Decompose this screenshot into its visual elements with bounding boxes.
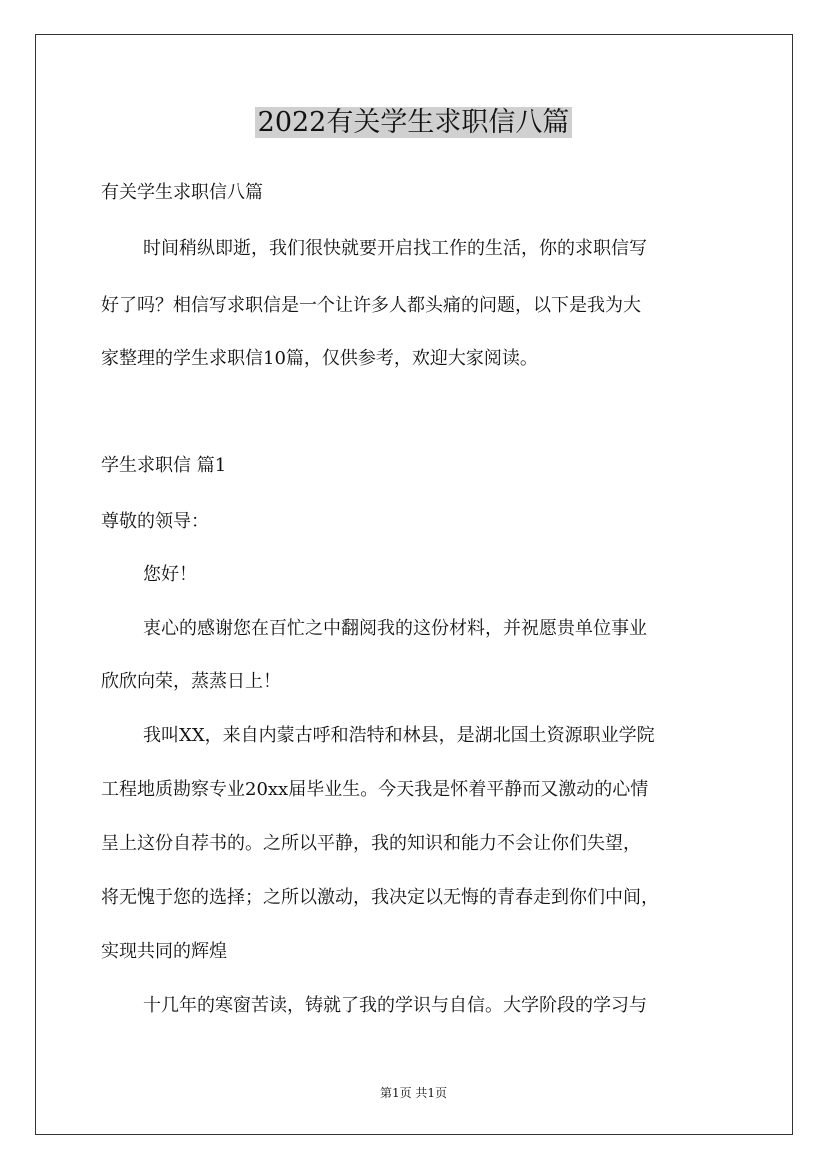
body-line: 十几年的寒窗苦读，铸就了我的学识与自信。大学阶段的学习与 xyxy=(143,995,647,1016)
document-title: 2022有关学生求职信八篇 xyxy=(255,107,573,138)
body-line: 我叫XX，来自内蒙古呼和浩特和林县，是湖北国土资源职业学院 xyxy=(143,725,655,746)
body-line: 实现共同的辉煌 xyxy=(101,941,227,962)
page-number: 第1页 共1页 xyxy=(379,1086,448,1100)
document-subtitle: 有关学生求职信八篇 xyxy=(101,182,263,203)
intro-line: 好了吗？相信写求职信是一个让许多人都头痛的问题，以下是我为大 xyxy=(101,295,641,316)
body-line: 欣欣向荣，蒸蒸日上！ xyxy=(101,671,281,692)
section-heading: 学生求职信 篇1 xyxy=(101,455,227,476)
document-title-block xyxy=(0,104,827,142)
body-line: 衷心的感谢您在百忙之中翻阅我的这份材料，并祝愿贵单位事业 xyxy=(143,618,647,639)
body-line: 呈上这份自荐书的。之所以平静，我的知识和能力不会让你们失望， xyxy=(101,833,641,854)
greeting: 您好！ xyxy=(143,564,197,585)
body-line: 工程地质勘察专业20xx届毕业生。今天我是怀着平静而又激动的心情 xyxy=(101,779,649,800)
salutation: 尊敬的领导： xyxy=(101,511,209,532)
intro-line: 家整理的学生求职信10篇，仅供参考，欢迎大家阅读。 xyxy=(101,348,538,369)
body-line: 将无愧于您的选择；之所以激动，我决定以无悔的青春走到你们中间， xyxy=(101,887,659,908)
intro-line: 时间稍纵即逝，我们很快就要开启找工作的生活，你的求职信写 xyxy=(143,238,647,259)
